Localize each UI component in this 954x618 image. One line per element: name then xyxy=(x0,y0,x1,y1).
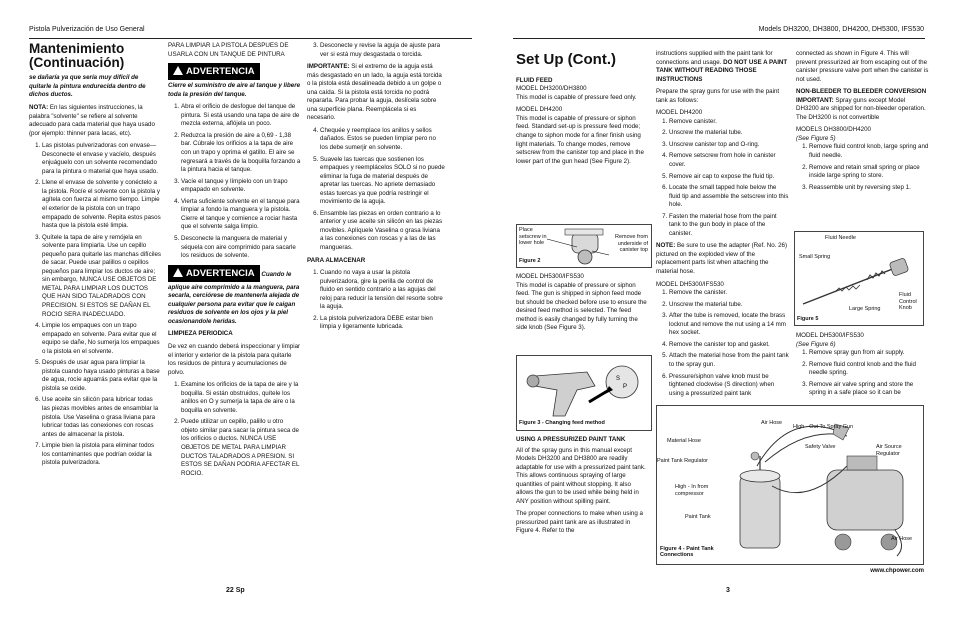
header-rule-left xyxy=(29,38,472,39)
left-column-3 xyxy=(307,42,445,336)
left-column-1 xyxy=(29,42,162,472)
warning-badge xyxy=(168,63,260,80)
list-item: 2. Remove fluid control knob and the fluid needle spring. xyxy=(809,361,929,378)
warning-icon xyxy=(173,268,183,277)
figure-label: Place setscrew in lower hole xyxy=(519,227,547,247)
figure-label: Paint Tank xyxy=(685,514,711,520)
figure-reference: (See Figure 6) xyxy=(796,340,836,348)
list-item: 4. Vierta suficiente solvente en el tanque para limpiar a fondo la manguera y la pistola. Cierre el tanque y comience a rociar hasta que el solvente salga limpio. xyxy=(181,198,301,232)
right-column-3 xyxy=(796,50,929,196)
figure-label: Air Source Regulator xyxy=(876,444,902,457)
right-column-1 xyxy=(516,46,649,170)
cont-steps-2 xyxy=(307,127,445,253)
right-column-1b xyxy=(516,273,649,337)
figure-3 xyxy=(516,355,652,431)
page-number-right: 3 xyxy=(726,587,730,594)
cont-steps xyxy=(307,42,445,59)
figure-5 xyxy=(794,231,924,326)
list-item: 3. Desconecte y revise la aguja de ajuste para ver si está muy desgastada o torcida. xyxy=(320,42,445,59)
warning-inline: DO NOT USE A PAINT TANK WITHOUT READING THOSE INSTRUCTIONS xyxy=(656,58,788,83)
paragraph xyxy=(656,50,789,84)
list-item: 2. Puede utilizar un cepillo, palillo u otro objeto similar para sacar la pintura seca de los orificios o ductos. NUNCA USE OBJETOS DE METAL PARA LIMPIAR DUCTOS TALADRADOS A PRESION. SI ESTOS SE DAÑAN PODRIA AFECTAR EL ROCIO. xyxy=(181,418,301,478)
figure-label: Air Hose xyxy=(761,420,783,426)
left-column-2 xyxy=(168,42,301,482)
list-item: 6. Pressure/siphon valve knob must be tightened clockwise (S direction) when using a pressurized paint tank xyxy=(669,373,789,399)
right-column-1c xyxy=(516,436,649,540)
figure-caption: Figure 3 - Changing feed method xyxy=(519,420,605,426)
list-item: 2. Llene el envase de solvente y conéctelo a la pistola. Rocíe el solvente con la pistola y agítela con fuerza al mismo tiempo. Limpie el exterior de la pistola con un trapo empapado de solvente. Repita estos pasos hasta que la pistola esté limpia. xyxy=(42,179,162,230)
list-item: 4. Remove setscrew from hole in canister cover. xyxy=(669,152,789,169)
figure-label: High - Out To Spray Gun xyxy=(793,424,854,430)
section-title: Set Up (Cont.) xyxy=(516,51,616,68)
section-heading: PARA ALMACENAR xyxy=(307,256,366,264)
header-rule-right xyxy=(513,38,925,39)
right-column-2 xyxy=(656,50,789,402)
figure-caption: Figure 5 xyxy=(797,316,819,322)
figure-label: Air Hose xyxy=(891,536,913,542)
important-label: IMPORTANT: xyxy=(796,96,834,104)
almacenar-steps xyxy=(307,269,445,332)
important-text: Spray guns except Model DH3200 are shipped for non-bleeder operation. The DH3200 is not convertible xyxy=(796,96,926,121)
model-label: MODEL DH5300/IFS530 xyxy=(656,280,724,288)
model-label: MODEL DH5300/IFS530 xyxy=(516,273,584,280)
model-label: MODEL DH4200 xyxy=(516,106,563,114)
list-item: 3. Reassemble unit by reversing step 1. xyxy=(809,184,929,193)
figure-label: Material Hose xyxy=(667,438,701,444)
header-left: Pistola Pulverización de Uso General xyxy=(29,26,145,33)
model-label: MODEL DH3200/DH3800 xyxy=(516,85,587,93)
list-item: 5. Desconecte la manguera de material y séquela con aire comprimido para sacarle los residuos de solvente. xyxy=(181,235,301,261)
prep-steps-2 xyxy=(656,289,789,398)
svg-text:S: S xyxy=(616,376,621,382)
paragraph: The proper connections to make when using a pressurized paint tank are as illustrated in Figure 4. Refer to the xyxy=(516,510,643,535)
spray-gun-illustration xyxy=(517,356,651,430)
list-item: 1. Abra el orificio de desfogue del tanque de pintura. Si está usando una tapa de aire de mezcla externa, aflójela un poco. xyxy=(181,103,301,129)
list-item: 1. Remove the canister. xyxy=(669,289,789,298)
figure-label: Small Spring xyxy=(799,254,831,260)
list-item: 5. Remove air cap to expose the fluid tip. xyxy=(669,173,789,182)
subheading: NON-BLEEDER TO BLEEDER CONVERSION xyxy=(796,88,927,96)
warning-box-2 xyxy=(168,265,301,282)
list-item: 3. Remove air valve spring and store the spring in a safe place so it can be xyxy=(809,381,929,398)
section-heading: LIMPIEZA PERIODICA xyxy=(168,330,233,338)
nota-label: NOTA: xyxy=(29,103,49,111)
figure-4 xyxy=(656,405,924,565)
paragraph: All of the spray guns in this manual except Models DH3200 and DH3800 are readily adaptable for use with a pressurized paint tank. This allows continuous spraying of large quantities of paint without stopping. It also allows the gun to be used while being held in ANY position without spilling paint. xyxy=(516,446,646,505)
paragraph: De vez en cuando deberá inspeccionar y limpiar el interior y exterior de la pistola para quitarle los residuos de pintura y acumulaciones de polvo. xyxy=(168,342,301,376)
list-item: 6. Ensamble las piezas en orden contrario a lo anterior y use aceite sin silicón en las piezas movibles. Aplíquele Vaselina o grasa liviana a las conexiones con roscas y a las de las mangueras. xyxy=(320,210,445,253)
list-item: 1. Remove canister. xyxy=(669,118,789,127)
warning-side: Cuando le xyxy=(261,270,292,278)
header-right: Models DH3200, DH3800, DH4200, DH5300, IFS530 xyxy=(758,26,924,33)
list-item: 1. Las pistolas pulverizadoras con envase—Desconecte el envase y vacíelo, después enjuáguelo con un solvente recomendado para la pintura o material que haya usado. xyxy=(42,142,162,176)
list-item: 5. Después de usar agua para limpiar la pistola cuando haya usado pinturas a base de agua, rocíe aguarrás para evitar que la pistola se oxide. xyxy=(42,359,162,393)
prep-steps xyxy=(656,118,789,239)
list-item: 5. Suavele las tuercas que sostienen los empaques y reemplácelos SOLO si no puede eliminar la fuga de material después de apretar las tuercas. No apriete demasiado estas tuercas ya que podría restringir el movimiento de la aguja. xyxy=(320,156,445,207)
model-label: MODELS DH3800/DH4200 xyxy=(796,126,871,134)
paragraph: connected as shown in Figure 4. This will prevent pressurized air from escaping out of the canister pressure valve port when the canister is not used. xyxy=(796,50,929,83)
warning-text: aplique aire comprimido a la manguera, para secarla, cerciórese de mantenerla alejada de cualquier persona para evitar que le caigan residuos de solvente en los ojos y la piel ocasionandole heridas. xyxy=(168,283,300,325)
paragraph: This model is capable of pressure or siphon feed. Standard set-up is pressure feed mode; change to siphon mode for a finer finish using light materials. To change modes, remove setscrew from the canister top and place in the lower part of the gun head (See Figure 2). xyxy=(516,114,644,165)
list-item: 3. After the tube is removed, locate the brass locknut and remove the nut using a 14 mm hex socket. xyxy=(669,312,789,338)
conversion-steps xyxy=(796,143,929,192)
figure-label: Large Spring xyxy=(849,306,881,312)
website-link[interactable]: www.chpower.com xyxy=(870,568,924,574)
right-column-3b xyxy=(796,332,929,402)
cont-text: instructions supplied with the paint tank for connections and usage. xyxy=(656,50,773,66)
list-item: 2. Remove and retain small spring or place inside large spring to store. xyxy=(809,164,929,181)
list-item: 1. Examine los orificios de la tapa de aire y la boquilla. Si están obstruidos, quítele los anillos en O y sumerja la tapa de aire o la boquilla en solvente. xyxy=(181,381,301,415)
figure-reference: (See Figure 5) xyxy=(796,134,836,142)
model-label: MODEL DH4200 xyxy=(656,109,703,117)
list-item: 2. La pistola pulverizadora DEBE estar bien limpia y ligeramente lubricada. xyxy=(320,315,445,332)
nota-paragraph xyxy=(29,104,162,138)
warning-text: Cierre el suministro de aire al tanque y libere toda la presión del tanque. xyxy=(168,82,301,98)
section-heading: PARA LIMPIAR LA PISTOLA DESPUES DE USARLA CON UN TANQUE DE PINTURA xyxy=(168,42,289,58)
page-title: Mantenimiento (Continuación) xyxy=(29,41,125,71)
nota-text: En las siguientes instrucciones, la palabra "solvente" se refiere al solvente adecuado para cada material que haya usado (por ejemplo: thinner para lacas, etc). xyxy=(29,103,155,137)
figure-label: Paint Tank Regulator xyxy=(657,458,708,464)
list-item: 7. Limpie bien la pistola para eliminar todos los contaminantes que podrían oxidar la pistola pulverizadora. xyxy=(42,442,162,468)
svg-text:P: P xyxy=(623,384,628,390)
conversion-steps-2 xyxy=(796,349,929,398)
subheading: USING A PRESSURIZED PAINT TANK xyxy=(516,436,626,443)
list-item: 2. Reduzca la presión de aire a 0,69 - 1,38 bar. Cúbrale los orificios a la tapa de aire con un trapo y oprima el gatillo. El aire se regresará a través de la boquilla forzando a la pintura hacia el tanque. xyxy=(181,132,301,175)
figure-caption: Figure 2 xyxy=(519,258,541,264)
list-item: 6. Use aceite sin silicón para lubricar todas las piezas movibles antes de ensamblar la pistola. Use Vaselina o grasa liviana para lubricar todas las conexiones con roscas antes de almacenar la pistola. xyxy=(42,396,162,439)
figure-label: High - In from compressor xyxy=(675,484,709,497)
list-item: 1. Remove fluid control knob, large spring and fluid needle. xyxy=(809,143,929,160)
importante-paragraph xyxy=(307,63,445,123)
importante-text: Si el extremo de la aguja está más desgastado en un lado, la aguja está torcida o la pistola está desalineada debido a un golpe o una caída. Si la pistola está torcida no podrá repararla. Para probar la aguja, deslícela sobre una superficie plana. Reemplácela si es necesario. xyxy=(307,63,442,122)
figure-label: Fluid Control Knob xyxy=(899,292,917,312)
page-number-left: 22 Sp xyxy=(226,587,245,594)
list-item: 4. Remove the canister top and gasket. xyxy=(669,341,789,350)
warning-icon xyxy=(173,66,183,75)
warning-badge xyxy=(168,265,260,282)
list-item: 2. Unscrew the material tube. xyxy=(669,301,789,310)
list-item: 4. Chequée y reemplace los anillos y sellos dañados. Estos se pueden limpiar pero no los debe sumerjir en solvente. xyxy=(320,127,445,153)
model-label: MODEL DH5300/IFS530 xyxy=(796,332,864,339)
list-item: 3. Unscrew canister top and O-ring. xyxy=(669,141,789,150)
figure-2 xyxy=(516,224,652,268)
warning-label: ADVERTENCIA xyxy=(186,267,255,279)
list-item: 3. Quítele la tapa de aire y remójela en solvente para limpiarla. Use un cepillo pequeño para quitarle las manchas difíciles de sacar. Puede usar palillos o cepillos pequeños para limpiar los ductos de aire; sin embargo, NUNCA USE OBJETOS DE METAL PARA LIMPIAR LOS DUCTOS QUE HAN SIDO TALADRADOS CON PRECISION. SI ESTOS SE DAÑAN EL ROCIO SERA INADECUADO. xyxy=(42,234,162,319)
paragraph: This model is capable of pressure or siphon feed. The gun is shipped in siphon feed mode but should be checked before use to ensure the desired feed method is selected. The feed method is easily changed by fully turning the side knob (See Figure 3). xyxy=(516,281,647,332)
paragraph: This model is capable of pressure feed only. xyxy=(516,93,637,101)
note-paragraph xyxy=(656,242,789,276)
limpieza-steps xyxy=(168,381,301,478)
figure-label: Fluid Needle xyxy=(825,235,856,241)
paragraph: Prepare the spray guns for use with the paint tank as follows: xyxy=(656,88,780,104)
list-item: 3. Vacíe el tanque y límpielo con un trapo empapado en solvente. xyxy=(181,178,301,195)
cleaning-steps xyxy=(29,142,162,468)
note-text: Be sure to use the adapter (Ref. No. 26) pictured on the exploded view of the replacement parts list when attaching the material hose. xyxy=(656,242,788,276)
subheading: FLUID FEED xyxy=(516,76,553,84)
important-paragraph xyxy=(796,97,929,123)
figure-caption: Figure 4 - Paint Tank Connections xyxy=(660,546,714,558)
list-item: 1. Remove spray gun from air supply. xyxy=(809,349,929,358)
figure-label: Remove from underside of canister top xyxy=(614,234,648,254)
list-item: 4. Limpie los empaques con un trapo empapado en solvente. Para evitar que el equipo se dañe, No sumerja los empaques o la pistola en el solvente. xyxy=(42,322,162,356)
warning-box xyxy=(168,63,301,80)
note-label: NOTE: xyxy=(656,242,676,250)
list-item: 2. Unscrew the material tube. xyxy=(669,129,789,138)
list-item: 7. Fasten the material hose from the paint tank to the gun body in place of the canister. xyxy=(669,213,789,239)
warning-label: ADVERTENCIA xyxy=(186,66,255,78)
list-item: 6. Locate the small tapped hole below the fluid tip and assemble the setscrew into this hole. xyxy=(669,184,789,210)
tank-steps xyxy=(168,103,301,260)
list-item: 5. Attach the material hose from the paint tank to the spray gun. xyxy=(669,352,789,369)
importante-label: IMPORTANTE: xyxy=(307,63,350,71)
intro-text: se dañaría ya que sería muy difícil de quitarle la pintura endurecida dentro de dichos ductos. xyxy=(29,74,146,99)
figure-label: Safety Valve xyxy=(805,444,836,450)
list-item: 1. Cuando no vaya a usar la pistola pulverizadora, gire la perilla de control de fluido en sentido contrario a las agujas del reloj para reducir la tensión del resorte sobre la aguja. xyxy=(320,269,445,312)
